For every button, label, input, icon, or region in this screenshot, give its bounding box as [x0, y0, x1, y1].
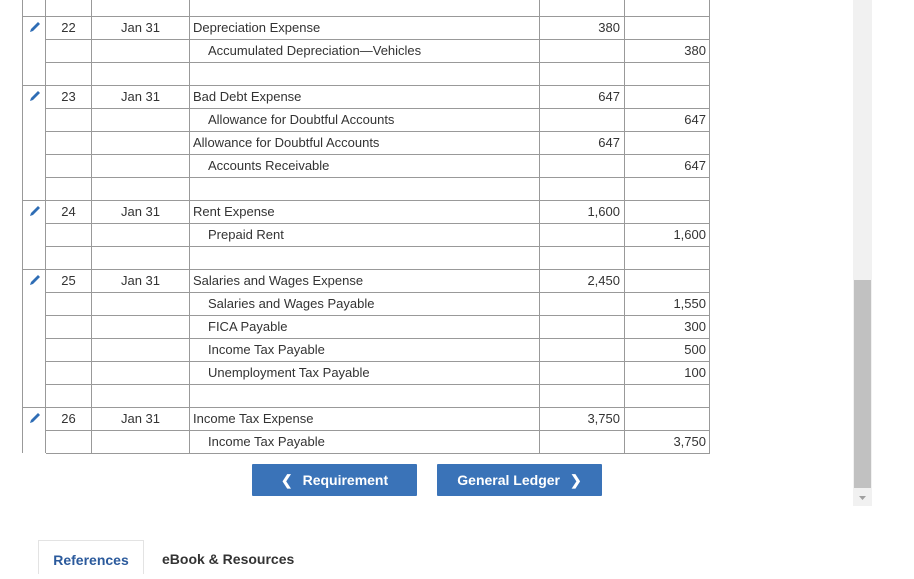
entry-number-cell	[46, 131, 92, 154]
entry-number-cell	[46, 315, 92, 338]
line-divider	[46, 315, 710, 316]
credit-cell	[625, 200, 710, 223]
journal-row	[0, 384, 914, 407]
credit-cell: 1,550	[625, 292, 710, 315]
scrollbar-thumb[interactable]	[854, 280, 871, 488]
date-cell	[92, 430, 190, 453]
date-cell	[92, 292, 190, 315]
edit-cell	[22, 384, 46, 407]
credit-cell: 647	[625, 154, 710, 177]
debit-cell: 647	[540, 85, 625, 108]
entry-number-cell	[46, 39, 92, 62]
credit-cell	[625, 62, 710, 85]
tab-references[interactable]: References	[38, 540, 144, 574]
requirement-button-label: Requirement	[302, 472, 389, 488]
account-cell: Prepaid Rent	[190, 223, 540, 246]
line-divider	[46, 108, 710, 109]
pencil-icon[interactable]	[28, 204, 42, 218]
edit-cell	[22, 177, 46, 200]
account-cell: Salaries and Wages Expense	[190, 269, 540, 292]
journal-row	[0, 62, 914, 85]
date-cell	[92, 315, 190, 338]
credit-cell	[625, 85, 710, 108]
credit-cell	[625, 269, 710, 292]
entry-number-cell	[46, 361, 92, 384]
entry-number-cell	[46, 430, 92, 453]
account-cell: Allowance for Doubtful Accounts	[190, 108, 540, 131]
entry-number-cell	[46, 292, 92, 315]
debit-cell	[540, 315, 625, 338]
edit-cell	[22, 361, 46, 384]
edit-cell	[22, 292, 46, 315]
tab-ebook-resources[interactable]: eBook & Resources	[162, 551, 295, 567]
entry-number-cell	[46, 177, 92, 200]
entry-number-cell: 24	[46, 200, 92, 223]
edit-cell	[22, 315, 46, 338]
credit-cell: 100	[625, 361, 710, 384]
journal-row	[0, 338, 914, 361]
pencil-icon[interactable]	[28, 20, 42, 34]
credit-cell: 380	[625, 39, 710, 62]
general-ledger-button-label: General Ledger	[457, 472, 560, 488]
account-cell: Income Tax Payable	[190, 430, 540, 453]
edit-cell	[22, 154, 46, 177]
journal-row	[0, 292, 914, 315]
entry-number-cell	[46, 62, 92, 85]
debit-cell	[540, 430, 625, 453]
journal-row	[0, 246, 914, 269]
journal-row	[0, 315, 914, 338]
pencil-icon[interactable]	[28, 89, 42, 103]
account-cell	[190, 177, 540, 200]
date-cell	[92, 154, 190, 177]
debit-cell	[540, 292, 625, 315]
entry-number-cell	[46, 246, 92, 269]
account-cell: Bad Debt Expense	[190, 85, 540, 108]
credit-cell	[625, 16, 710, 39]
edit-cell	[22, 338, 46, 361]
credit-cell	[625, 177, 710, 200]
entry-number-cell: 26	[46, 407, 92, 430]
debit-cell: 647	[540, 131, 625, 154]
line-divider	[46, 361, 710, 362]
date-cell	[92, 246, 190, 269]
journal-row	[0, 407, 914, 430]
credit-cell	[625, 131, 710, 154]
pencil-icon[interactable]	[28, 411, 42, 425]
entry-number-cell: 23	[46, 85, 92, 108]
journal-row	[0, 361, 914, 384]
entry-number-cell	[46, 154, 92, 177]
account-cell: Income Tax Payable	[190, 338, 540, 361]
debit-cell	[540, 0, 625, 16]
date-cell: Jan 31	[92, 85, 190, 108]
edit-cell[interactable]	[22, 16, 46, 39]
debit-cell: 2,450	[540, 269, 625, 292]
date-cell	[92, 223, 190, 246]
date-cell	[92, 338, 190, 361]
journal-row	[0, 0, 914, 16]
edit-cell	[22, 39, 46, 62]
line-divider	[46, 154, 710, 155]
credit-cell: 3,750	[625, 430, 710, 453]
credit-cell: 1,600	[625, 223, 710, 246]
journal-row	[0, 430, 914, 453]
debit-cell	[540, 39, 625, 62]
entry-number-cell: 22	[46, 16, 92, 39]
debit-cell	[540, 338, 625, 361]
debit-cell	[540, 361, 625, 384]
line-divider	[46, 39, 710, 40]
account-cell: Allowance for Doubtful Accounts	[190, 131, 540, 154]
edit-cell	[22, 131, 46, 154]
entry-number-cell	[46, 108, 92, 131]
date-cell	[92, 384, 190, 407]
chevron-left-icon: ❮	[280, 471, 293, 488]
date-cell	[92, 361, 190, 384]
line-divider	[46, 338, 710, 339]
table-bottom-border	[46, 453, 710, 454]
edit-cell	[22, 0, 46, 16]
date-cell: Jan 31	[92, 200, 190, 223]
journal-row	[0, 85, 914, 108]
debit-cell	[540, 154, 625, 177]
debit-cell	[540, 246, 625, 269]
credit-cell	[625, 384, 710, 407]
debit-cell	[540, 384, 625, 407]
line-divider	[46, 430, 710, 431]
line-divider	[46, 131, 710, 132]
credit-cell	[625, 407, 710, 430]
credit-cell: 647	[625, 108, 710, 131]
entry-number-cell	[46, 223, 92, 246]
requirement-button[interactable]	[252, 464, 417, 496]
pencil-icon[interactable]	[28, 273, 42, 287]
journal-row	[0, 269, 914, 292]
debit-cell	[540, 223, 625, 246]
debit-cell	[540, 108, 625, 131]
chevron-right-icon: ❯	[569, 471, 582, 488]
date-cell: Jan 31	[92, 407, 190, 430]
journal-row	[0, 16, 914, 39]
debit-cell	[540, 177, 625, 200]
debit-cell: 3,750	[540, 407, 625, 430]
account-cell	[190, 62, 540, 85]
credit-cell: 300	[625, 315, 710, 338]
edit-cell	[22, 223, 46, 246]
account-cell	[190, 384, 540, 407]
credit-cell	[625, 0, 710, 16]
date-cell	[92, 177, 190, 200]
account-cell: Accounts Receivable	[190, 154, 540, 177]
edit-cell	[22, 430, 46, 453]
journal-row	[0, 154, 914, 177]
edit-cell	[22, 62, 46, 85]
general-ledger-button[interactable]	[437, 464, 602, 496]
date-cell	[92, 131, 190, 154]
account-cell: Accumulated Depreciation—Vehicles	[190, 39, 540, 62]
date-cell	[92, 62, 190, 85]
entry-number-cell	[46, 384, 92, 407]
account-cell: Income Tax Expense	[190, 407, 540, 430]
credit-cell	[625, 246, 710, 269]
journal-row	[0, 223, 914, 246]
vertical-scrollbar[interactable]	[853, 0, 872, 506]
journal-row	[0, 39, 914, 62]
date-cell: Jan 31	[92, 16, 190, 39]
debit-cell	[540, 62, 625, 85]
line-divider	[46, 292, 710, 293]
scroll-down-arrow-icon[interactable]	[853, 490, 872, 506]
edit-cell[interactable]	[22, 407, 46, 430]
journal-row	[0, 200, 914, 223]
account-cell: Unemployment Tax Payable	[190, 361, 540, 384]
journal-row	[0, 131, 914, 154]
date-cell	[92, 0, 190, 16]
entry-number-cell	[46, 0, 92, 16]
debit-cell: 1,600	[540, 200, 625, 223]
edit-cell[interactable]	[22, 269, 46, 292]
journal-row	[0, 108, 914, 131]
date-cell	[92, 39, 190, 62]
edit-cell[interactable]	[22, 200, 46, 223]
edit-cell	[22, 108, 46, 131]
date-cell: Jan 31	[92, 269, 190, 292]
account-cell: Depreciation Expense	[190, 16, 540, 39]
account-cell: Salaries and Wages Payable	[190, 292, 540, 315]
entry-number-cell: 25	[46, 269, 92, 292]
account-cell	[190, 0, 540, 16]
journal-row	[0, 177, 914, 200]
entry-number-cell	[46, 338, 92, 361]
line-divider	[46, 223, 710, 224]
edit-cell	[22, 246, 46, 269]
date-cell	[92, 108, 190, 131]
account-cell: Rent Expense	[190, 200, 540, 223]
edit-cell[interactable]	[22, 85, 46, 108]
credit-cell: 500	[625, 338, 710, 361]
account-cell: FICA Payable	[190, 315, 540, 338]
debit-cell: 380	[540, 16, 625, 39]
account-cell	[190, 246, 540, 269]
